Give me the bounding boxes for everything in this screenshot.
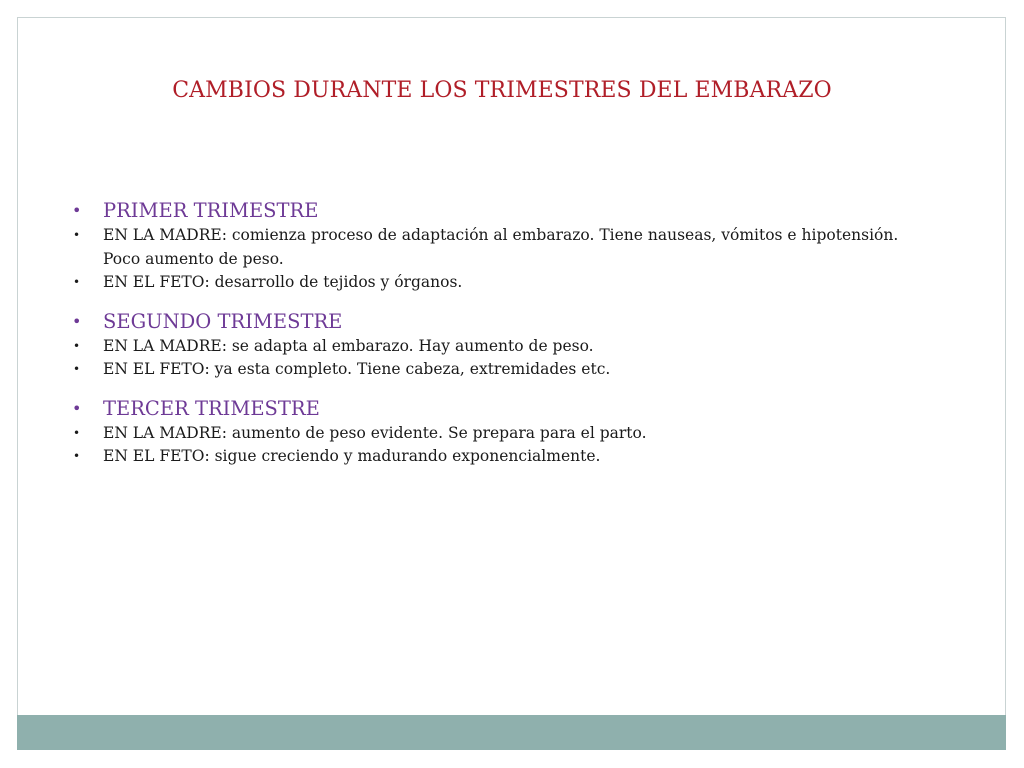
section-heading [70, 396, 920, 422]
bullet-icon: • [73, 362, 81, 376]
bullet-icon: • [72, 311, 82, 331]
bullet-icon: • [72, 201, 82, 220]
list-item-text: EN EL FETO: sigue creciendo y madurando exponencialmente. [103, 447, 601, 465]
section-heading-text: PRIMER TRIMESTRE [103, 199, 319, 222]
bullet-icon: • [72, 398, 82, 418]
list-item-text: EN EL FETO: desarrollo de tejidos y órganos. [103, 273, 463, 291]
list-item-text: EN LA MADRE: aumento de peso evidente. Se prepara para el parto. [103, 423, 647, 442]
list-item-text: EN EL FETO: ya esta completo. Tiene cabeza, extremidades etc. [103, 360, 611, 378]
list-item [70, 422, 920, 446]
list-item [70, 224, 920, 271]
bullet-icon: • [73, 275, 81, 289]
bullet-icon: • [73, 449, 81, 463]
footer-band [17, 715, 1006, 750]
list-item [70, 271, 920, 295]
section-segundo-trimestre [70, 309, 920, 382]
bullet-icon: • [73, 338, 81, 353]
slide-title: CAMBIOS DURANTE LOS TRIMESTRES DEL EMBARAZO [172, 78, 832, 103]
content-body [70, 198, 920, 483]
list-item-text: EN LA MADRE: comienza proceso de adaptación al embarazo. Tiene nauseas, vómitos e hipotensión. Poco aumento de peso. [103, 226, 899, 268]
section-heading [70, 309, 920, 335]
bullet-icon: • [73, 425, 81, 440]
bullet-icon: • [73, 228, 81, 242]
list-item-text: EN LA MADRE: se adapta al embarazo. Hay aumento de peso. [103, 336, 594, 355]
section-tercer-trimestre [70, 396, 920, 469]
list-item [70, 358, 920, 382]
section-primer-trimestre [70, 198, 920, 295]
list-item [70, 445, 920, 469]
section-heading-text: SEGUNDO TRIMESTRE [103, 309, 343, 333]
section-heading [70, 198, 920, 224]
section-heading-text: TERCER TRIMESTRE [103, 396, 320, 420]
list-item [70, 335, 920, 359]
